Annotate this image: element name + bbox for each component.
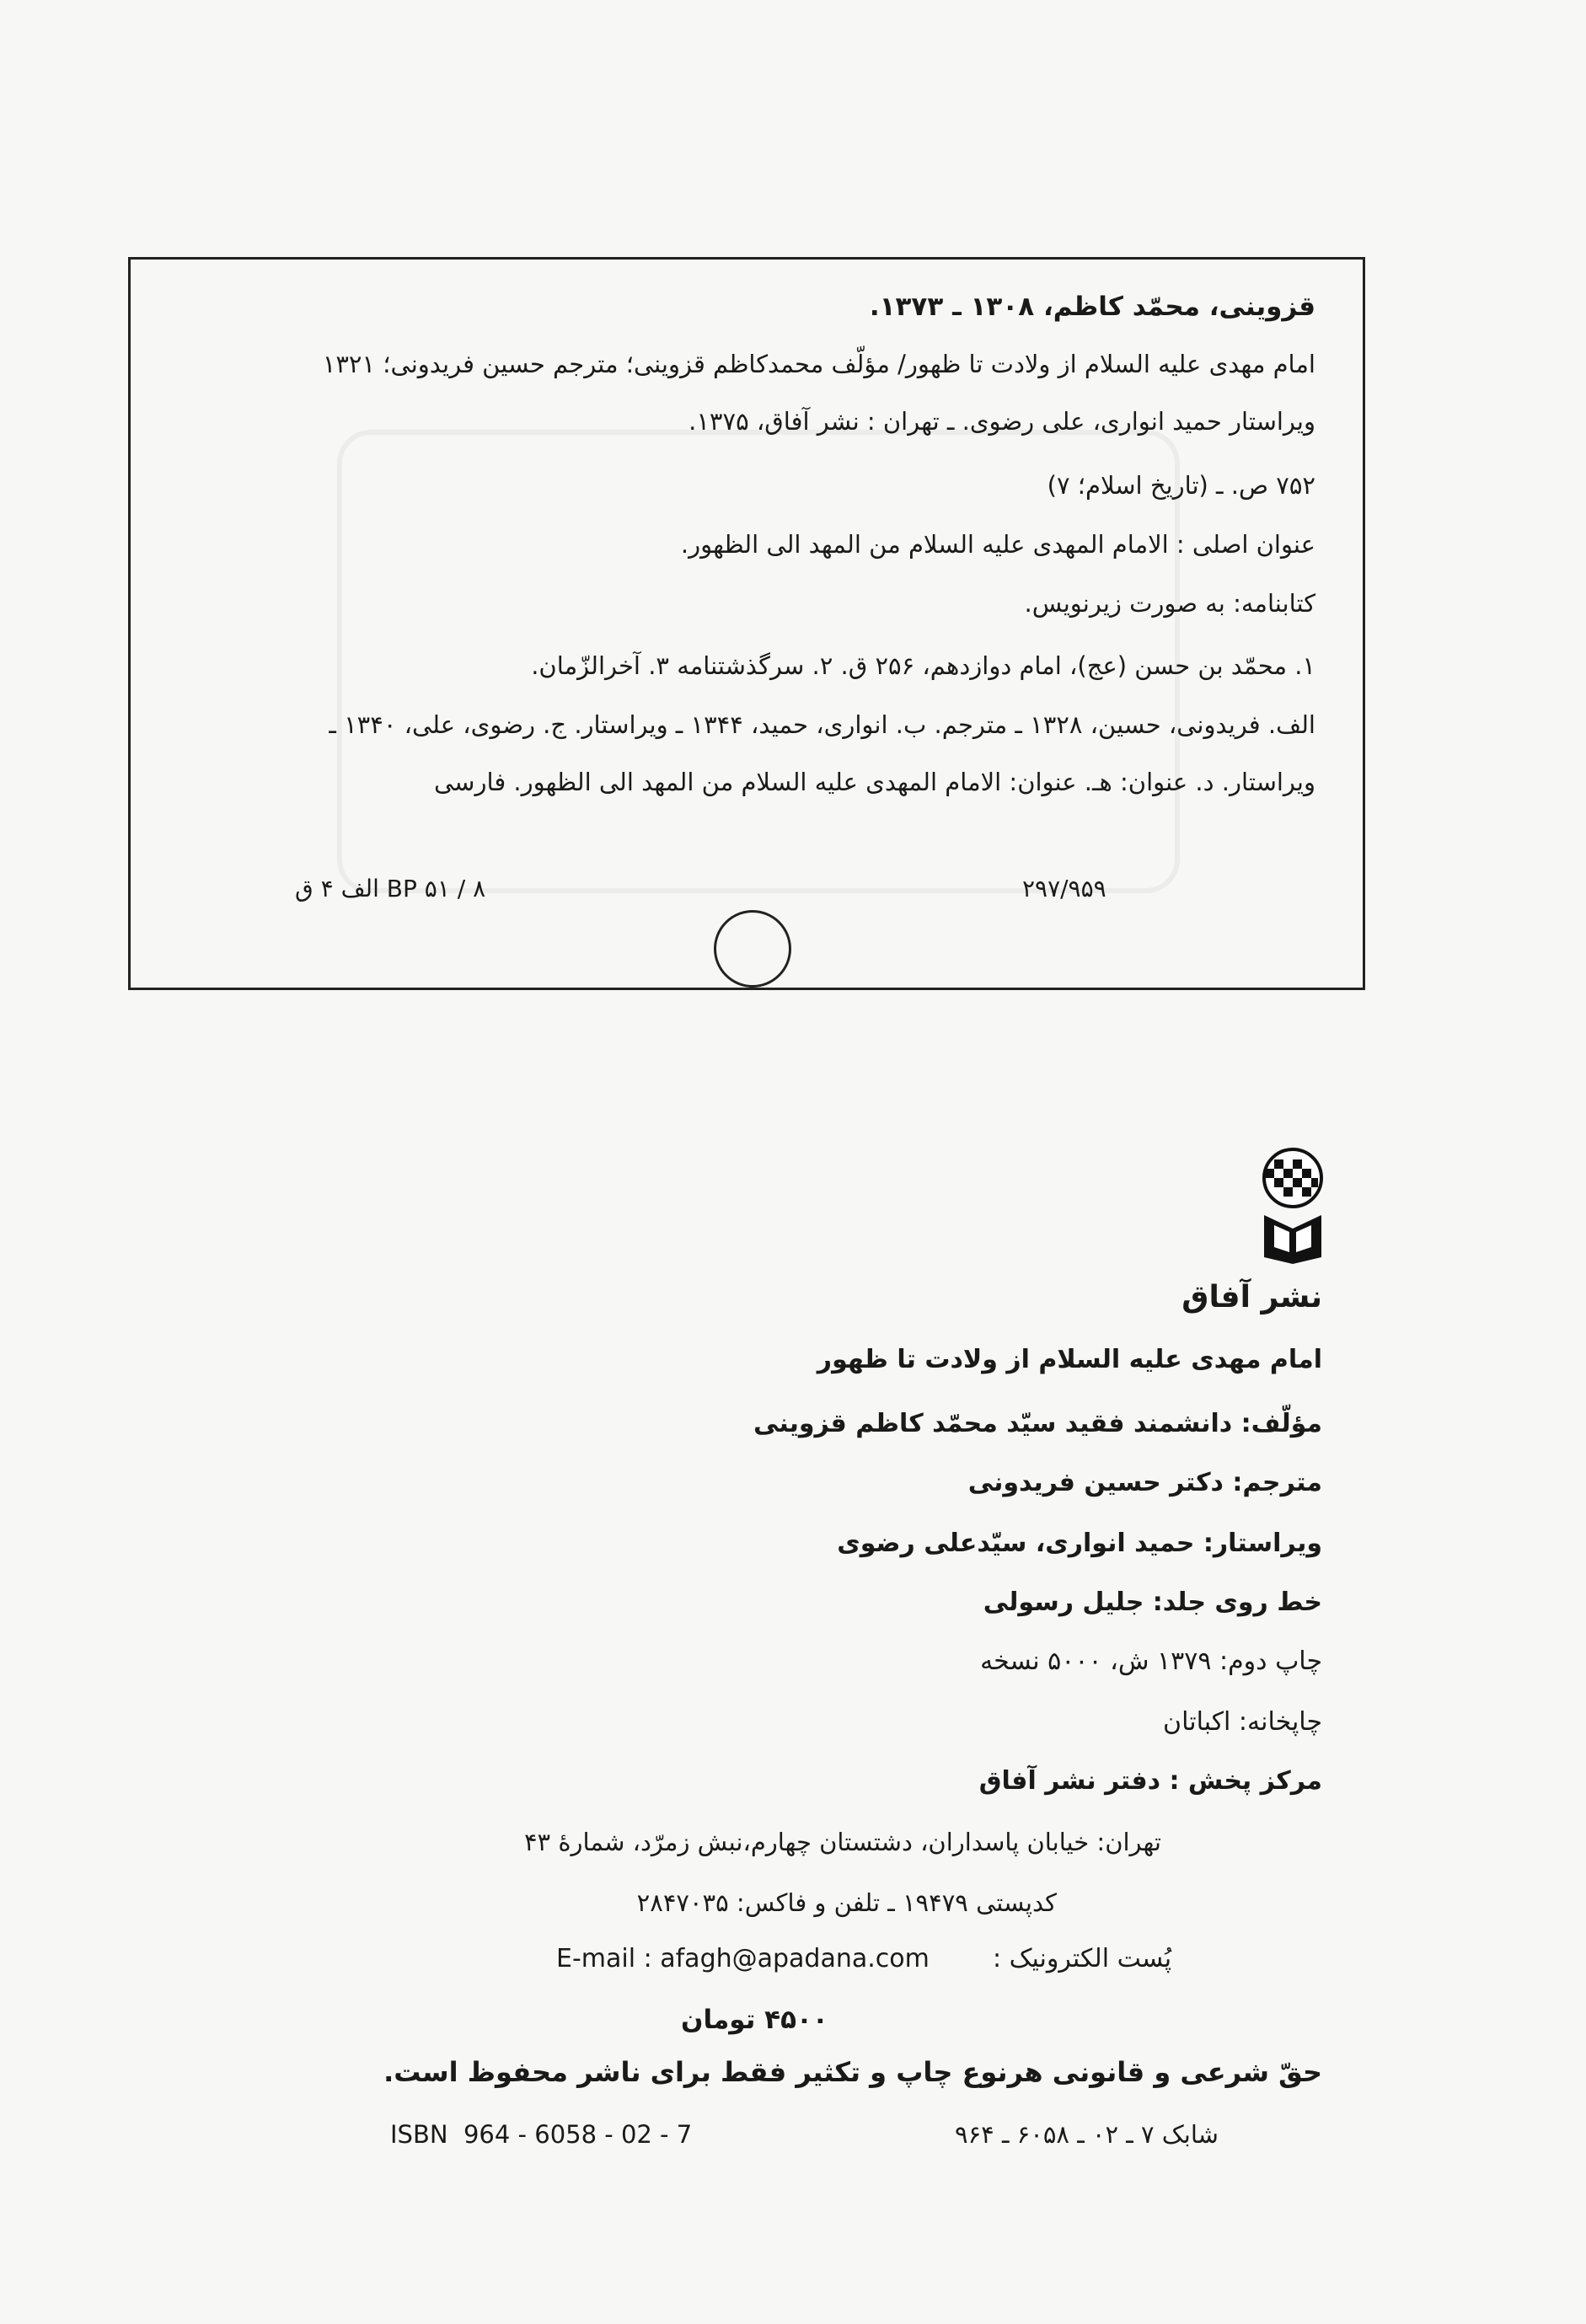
cip-added-entries: الف. فریدونی، حسین، ۱۳۲۸ ـ مترجم. ب. انواری، حمید، ۱۳۴۴ ـ ویراستار. ج. رضوی، علی، ۱۳۴۰ ـ: [329, 710, 1315, 739]
address: تهران: خیابان پاسداران، دشتستان چهارم،نبش زمرّد، شمارهٔ ۴۳: [523, 1828, 1161, 1856]
cip-imprint: ویراستار حمید انواری، علی رضوی. ـ تهران : نشر آفاق، ۱۳۷۵.: [689, 407, 1315, 436]
book-title: امام مهدی علیه السلام از ولادت تا ظهور: [817, 1345, 1322, 1374]
email-label: پُست الکترونیک :: [993, 1944, 1172, 1973]
price: ۴۵۰۰ تومان: [681, 2005, 828, 2035]
printer-info: چاپخانه: اکباتان: [1163, 1707, 1322, 1737]
dewey-classification: ۲۹۷/۹۵۹: [1022, 875, 1106, 902]
lc-classification: BP ۵۱ / ۸ الف ۴ ق: [295, 875, 486, 902]
catalog-circle: [714, 910, 791, 988]
isbn-latin: ISBN 964 - 6058 - 02 - 7: [390, 2120, 693, 2149]
globe-book-logo-icon: [1259, 1148, 1326, 1266]
isbn-persian: شابک ۷ ـ ۰۲ ـ ۶۰۵۸ ـ ۹۶۴: [955, 2120, 1219, 2149]
calligraphy-credit: خط روی جلد: جلیل رسولی: [983, 1588, 1322, 1617]
cip-pages: ۷۵۲ ص. ـ (تاریخ اسلام؛ ۷): [1047, 471, 1315, 500]
publisher-name: نشر آفاق: [1181, 1280, 1322, 1315]
cip-bibliography: کتابنامه: به صورت زیرنویس.: [1024, 589, 1315, 618]
edition-info: چاپ دوم: ۱۳۷۹ ش، ۵۰۰۰ نسخه: [980, 1647, 1322, 1676]
email-address: E-mail : afagh@apadana.com: [556, 1944, 930, 1973]
translator-credit: مترجم: دکتر حسین فریدونی: [967, 1468, 1322, 1497]
distribution-center: مرکز پخش : دفتر نشر آفاق: [978, 1766, 1322, 1796]
author-credit: مؤلّف: دانشمند فقید سیّد محمّد کاظم قزوینی: [753, 1409, 1322, 1438]
editors-credit: ویراستار: حمید انواری، سیّدعلی رضوی: [837, 1529, 1322, 1558]
cip-box: [128, 257, 1365, 990]
cip-title: امام مهدی علیه السلام از ولادت تا ظهور/ مؤلّف محمدکاظم قزوینی؛ مترجم حسین فریدونی؛ ۱۳۲۱: [322, 350, 1315, 378]
cip-subjects: ۱. محمّد بن حسن (عج)، امام دوازدهم، ۲۵۶ ق. ۲. سرگذشتنامه ۳. آخرالزّمان.: [531, 651, 1315, 680]
cip-added-entries-cont: ویراستار. د. عنوان: هـ. عنوان: الامام المهدی علیه السلام من المهد الی الظهور. فارسی: [434, 768, 1315, 796]
cip-original-title: عنوان اصلی : الامام المهدی علیه السلام من المهد الی الظهور.: [680, 530, 1315, 559]
postal-phone: کدپستی ۱۹۴۷۹ ـ تلفن و فاکس: ۲۸۴۷۰۳۵: [636, 1888, 1057, 1917]
rights-notice: حقّ شرعی و قانونی هرنوع چاپ و تکثیر فقط برای ناشر محفوظ است.: [383, 2056, 1322, 2088]
cip-author: قزوینی، محمّد کاظم، ۱۳۰۸ ـ ۱۳۷۳.: [869, 292, 1315, 322]
